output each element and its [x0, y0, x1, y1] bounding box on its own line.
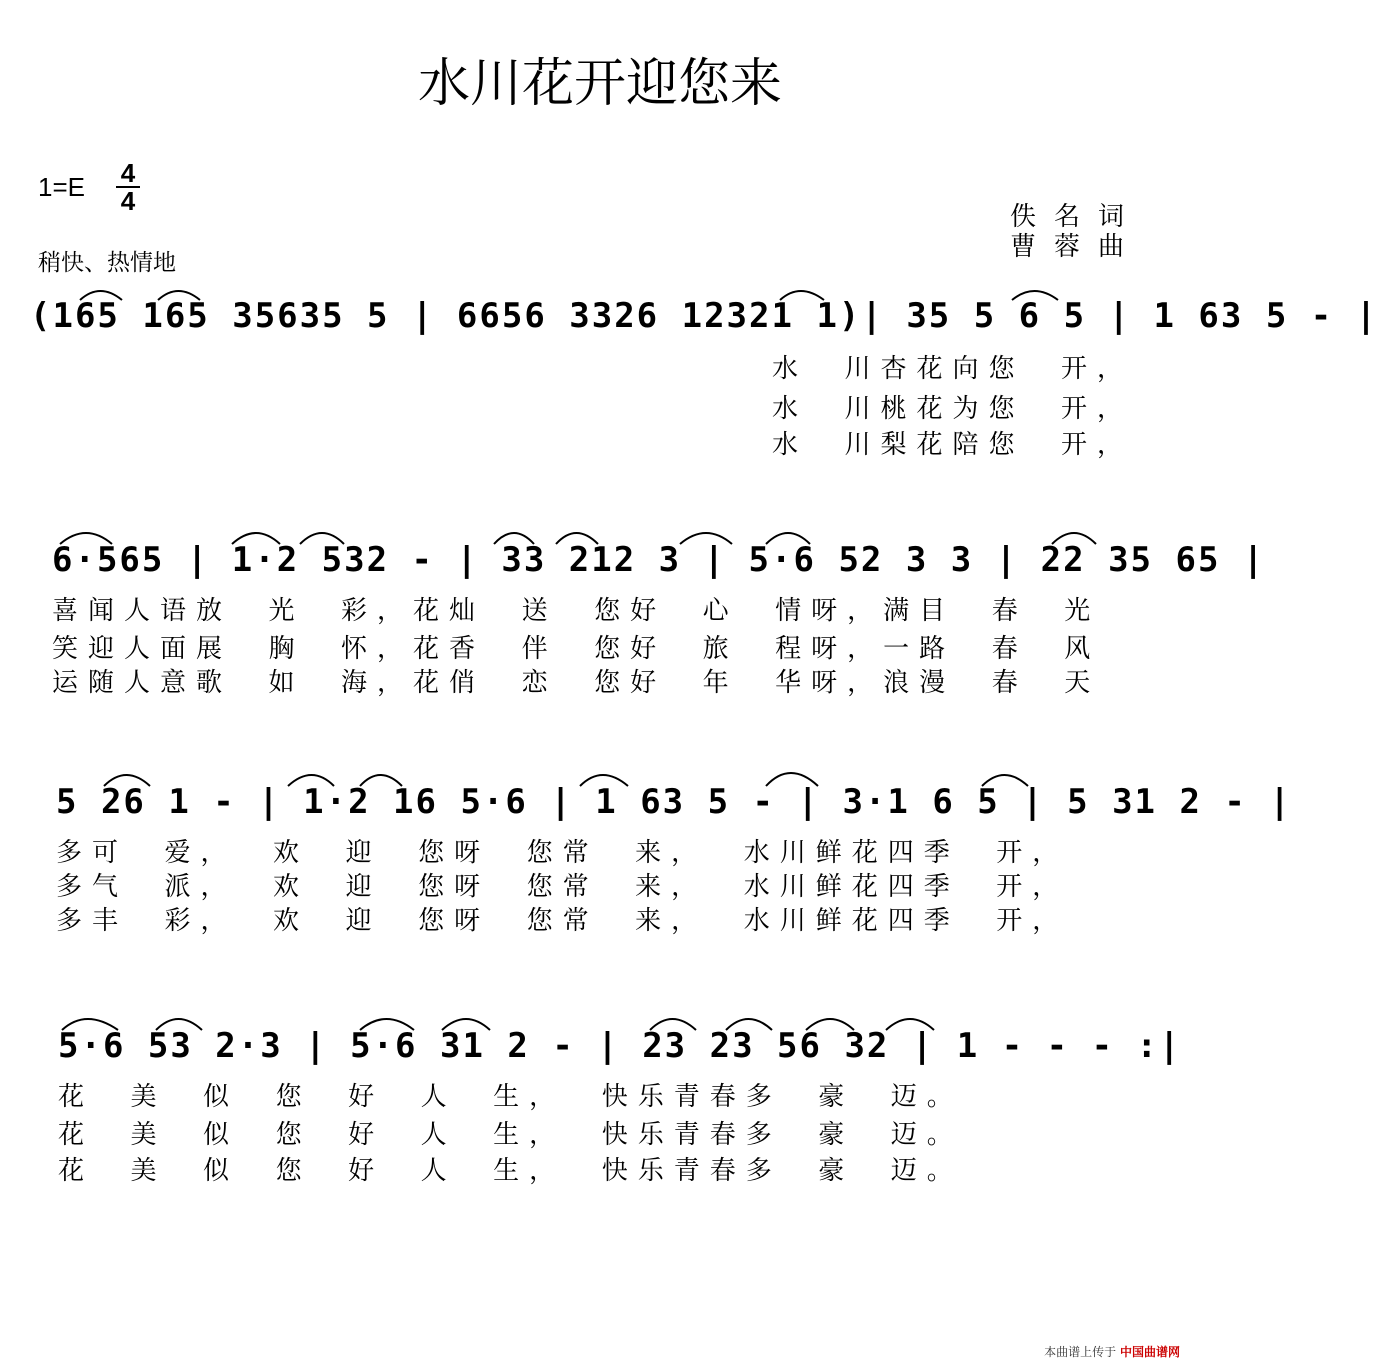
footer-text: 本曲谱上传于 — [1044, 1345, 1117, 1359]
lyricist-credit: 佚名词 — [1010, 202, 1143, 232]
lyric-line: 水 川杏花向您 开， — [772, 354, 1134, 384]
notation-line: 6·565 | 1·2 532 - | 33 212 3 | 5·6 52 3 3 | 22 35 65 | — [52, 540, 1266, 580]
site-logo: 中国曲谱网 — [1119, 1345, 1180, 1359]
lyric-line: 水 川梨花陪您 开， — [772, 430, 1134, 460]
meter-bottom: 4 — [116, 186, 140, 214]
lyric-line: 多丰 彩， 欢 迎 您呀 您常 来， 水川鲜花四季 开， — [56, 906, 1069, 936]
lyric-line: 花 美 似 您 好 人 生， 快乐青春多 豪 迈。 — [58, 1156, 963, 1186]
lyric-line: 花 美 似 您 好 人 生， 快乐青春多 豪 迈。 — [58, 1120, 963, 1150]
lyric-line: 笑迎人面展 胸 怀，花香 伴 您好 旅 程呀，一路 春 风 — [52, 634, 1101, 664]
lyric-line: 花 美 似 您 好 人 生， 快乐青春多 豪 迈。 — [58, 1082, 963, 1112]
page-title: 水川花开迎您来 — [417, 54, 782, 114]
upload-footer — [1044, 1343, 1180, 1360]
key-signature: 1=E — [38, 172, 85, 202]
notation-line: (165 165 35635 5 | 6656 3326 12321 1)| 35 5 6 5 | 1 63 5 - | — [30, 296, 1378, 336]
notation-line: 5 26 1 - | 1·2 16 5·6 | 1 63 5 - | 3·1 6 5 | 5 31 2 - | — [56, 782, 1292, 822]
meter-top: 4 — [120, 158, 136, 188]
lyric-line: 水 川桃花为您 开， — [772, 394, 1134, 424]
lyric-line: 多气 派， 欢 迎 您呀 您常 来， 水川鲜花四季 开， — [56, 872, 1069, 902]
notation-line: 5·6 53 2·3 | 5·6 31 2 - | 23 23 56 32 | 1 - - - :| — [58, 1026, 1182, 1066]
tempo-marking: 稍快、热情地 — [38, 250, 176, 276]
lyric-line: 喜闻人语放 光 彩，花灿 送 您好 心 情呀，满目 春 光 — [52, 596, 1101, 626]
composer-credit: 曹蓉曲 — [1010, 232, 1143, 262]
lyric-line: 运随人意歌 如 海，花俏 恋 您好 年 华呀，浪漫 春 天 — [52, 668, 1101, 698]
lyric-line: 多可 爱， 欢 迎 您呀 您常 来， 水川鲜花四季 开， — [56, 838, 1069, 868]
